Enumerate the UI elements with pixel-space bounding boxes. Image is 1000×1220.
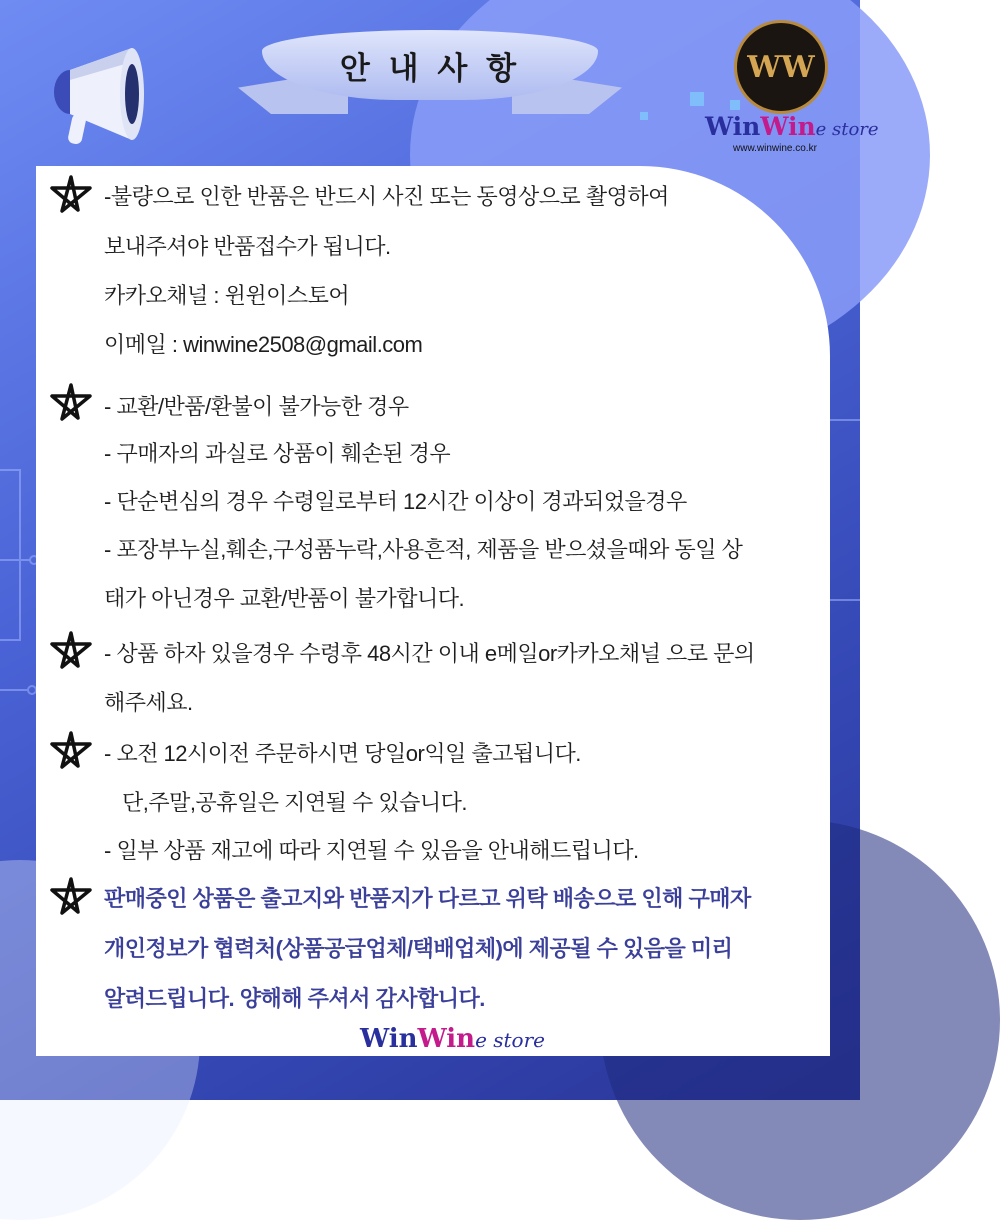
notice-highlight-line: 판매중인 상품은 출고지와 반품지가 다르고 위탁 배송으로 인해 구매자 [104, 886, 751, 911]
notice-line: 이메일 : winwine2508@gmail.com [104, 332, 423, 357]
notice-line: -불량으로 인한 반품은 반드시 사진 또는 동영상으로 촬영하여 [104, 184, 669, 209]
star-bullet-icon [48, 876, 94, 916]
notice-line: 보내주셔야 반품접수가 됩니다. [104, 234, 391, 259]
footer-brand [360, 1024, 545, 1054]
notice-line: - 일부 상품 재고에 따라 지연될 수 있음을 안내해드립니다. [104, 838, 639, 863]
footer-brand-win-2: Win [417, 1024, 476, 1054]
megaphone-icon [40, 40, 150, 150]
footer-brand-win-1: Win [360, 1024, 418, 1054]
notice-line: - 오전 12시이전 주문하시면 당일or익일 출고됩니다. [104, 741, 581, 766]
notice-line: 카카오채널 : 윈윈이스토어 [104, 283, 350, 308]
notice-line: 해주세요. [104, 690, 193, 715]
notice-highlight-line: 개인정보가 협력처(상품공급업체/택배업체)에 제공될 수 있음을 미리 [104, 936, 733, 961]
winwine-logo-icon [734, 20, 828, 114]
brand-url: www.winwine.co.kr [733, 143, 817, 154]
notice-line: - 교환/반품/환불이 불가능한 경우 [104, 394, 409, 419]
star-bullet-icon [48, 174, 94, 214]
notice-highlight-line: 알려드립니다. 양해해 주셔서 감사합니다. [104, 986, 485, 1011]
star-bullet-icon [48, 382, 94, 422]
notice-line: - 포장부누실,훼손,구성품누락,사용흔적, 제품을 받으셨을때와 동일 상 [104, 537, 743, 562]
star-bullet-icon [48, 730, 94, 770]
brand-win-1: Win [705, 112, 761, 141]
logo-mark: WW [747, 49, 815, 85]
brand-suffix: e store [815, 119, 879, 140]
brand-win-2: Win [760, 112, 816, 141]
star-bullet-icon [48, 630, 94, 670]
brand-name [705, 112, 879, 141]
notice-line: - 단순변심의 경우 수령일로부터 12시간 이상이 경과되었을경우 [104, 489, 687, 514]
page-title: 안 내 사 항 [339, 50, 521, 87]
notice-line: - 구매자의 과실로 상품이 훼손된 경우 [104, 441, 451, 466]
notice-line: 태가 아닌경우 교환/반품이 불가합니다. [104, 586, 465, 611]
footer-brand-suffix: e store [475, 1028, 545, 1052]
notice-line: 단,주말,공휴일은 지연될 수 있습니다. [122, 790, 467, 815]
notice-line: - 상품 하자 있을경우 수령후 48시간 이내 e메일or카카오채널 으로 문의 [104, 641, 755, 666]
